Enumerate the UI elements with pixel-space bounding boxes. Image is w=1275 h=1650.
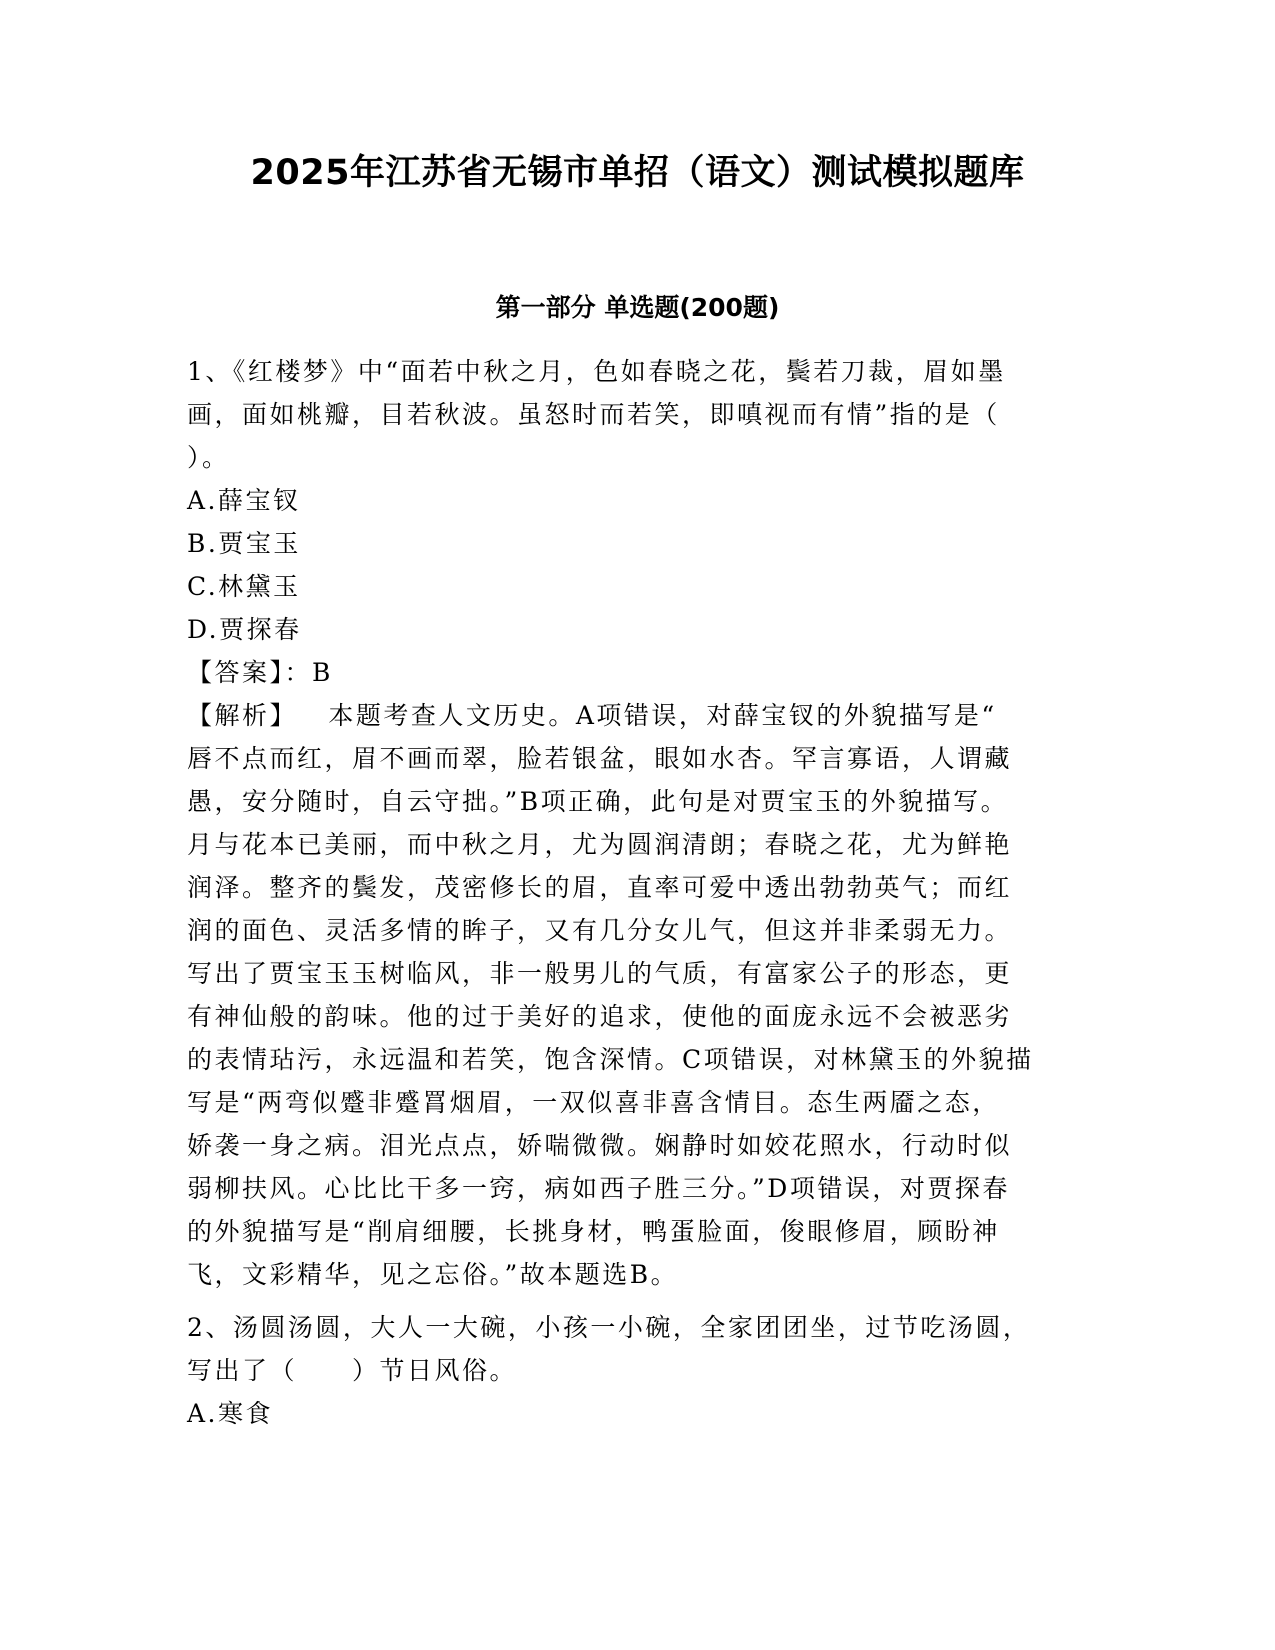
- question-1-analysis-line: 月与花本已美丽，而中秋之月，尤为圆润清朗；春晓之花，尤为鲜艳: [187, 830, 1013, 859]
- answer-label: 【答案】：: [187, 658, 313, 687]
- question-2-stem-line: 写出了（ ）节日风俗。: [187, 1356, 518, 1385]
- question-2-option-a: A.寒食: [187, 1399, 274, 1428]
- question-1-option-b: B.贾宝玉: [187, 529, 301, 558]
- analysis-label: 【解析】: [187, 701, 329, 730]
- question-1-option-d: D.贾探春: [187, 615, 302, 644]
- question-1-analysis-line: 有神仙般的韵味。他的过于美好的追求，使他的面庞永远不会被恶劣: [187, 1002, 1013, 1031]
- question-1-analysis-line: 的表情玷污，永远温和若笑，饱含深情。C项错误，对林黛玉的外貌描: [187, 1045, 1034, 1074]
- question-1-analysis-line: 写是“两弯似蹙非蹙罥烟眉，一双似喜非喜含情目。态生两靥之态，: [187, 1088, 1000, 1117]
- answer-value: B: [312, 658, 333, 687]
- question-1-analysis-line: 润的面色、灵活多情的眸子，又有几分女儿气，但这并非柔弱无力。: [187, 916, 1013, 945]
- question-1-analysis-line: 弱柳扶风。心比比干多一窍，病如西子胜三分。”D项错误，对贾探春: [187, 1174, 1010, 1203]
- question-1-analysis-line: 愚，安分随时，自云守拙。”B项正确，此句是对贾宝玉的外貌描写。: [187, 787, 1009, 816]
- section-title: 第一部分 单选题(200题): [495, 293, 780, 322]
- question-1-analysis-line: 润泽。整齐的鬓发，茂密修长的眉，直率可爱中透出勃勃英气；而红: [187, 873, 1013, 902]
- question-2: [187, 1306, 1080, 1435]
- question-1-analysis-line: 的外貌描写是“削肩细腰，长挑身材，鸭蛋脸面，俊眼修眉，顾盼神: [187, 1217, 1000, 1246]
- question-1-analysis-line: 唇不点而红，眉不画而翠，脸若银盆，眼如水杏。罕言寡语，人谓藏: [187, 744, 1013, 773]
- question-1-option-c: C.林黛玉: [187, 572, 301, 601]
- analysis-text: 本题考查人文历史。A项错误，对薛宝钗的外貌描写是“: [328, 701, 997, 730]
- document-title: 2025年江苏省无锡市单招（语文）测试模拟题库: [250, 153, 1025, 193]
- question-1-analysis-line: 飞，文彩精华，见之忘俗。”故本题选B。: [187, 1260, 679, 1289]
- question-1-stem-line: 画，面如桃瓣，目若秋波。虽怒时而若笑，即嗔视而有情”指的是（: [187, 400, 1000, 429]
- question-1-answer: [187, 651, 1080, 694]
- question-2-stem-line: 2、汤圆汤圆，大人一大碗，小孩一小碗，全家团团坐，过节吃汤圆，: [187, 1313, 1031, 1342]
- question-1-stem-line: 1、《红楼梦》中“面若中秋之月，色如春晓之花，鬓若刀裁，眉如墨: [187, 357, 1006, 386]
- question-1-analysis-line: 娇袭一身之病。泪光点点，娇喘微微。娴静时如姣花照水，行动时似: [187, 1131, 1013, 1160]
- question-1-analysis-line: [187, 694, 1080, 737]
- question-1-analysis-line: 写出了贾宝玉玉树临风，非一般男儿的气质，有富家公子的形态，更: [187, 959, 1013, 988]
- question-list: [187, 350, 1080, 1435]
- question-1-stem-line: ）。: [187, 443, 230, 472]
- question-1-option-a: A.薛宝钗: [187, 486, 301, 515]
- question-1: [187, 350, 1080, 1296]
